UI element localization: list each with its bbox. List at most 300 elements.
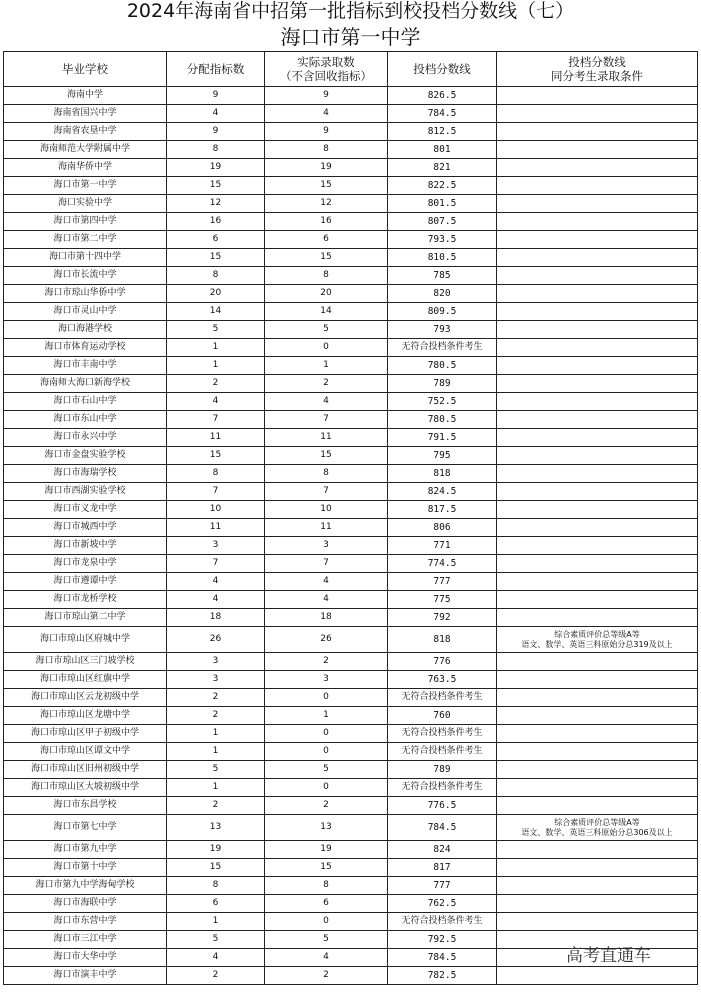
cell-admitted: 0 [265,743,388,761]
cell-score: 817.5 [388,501,497,519]
condition-line: 综合素质评价总等级A等 [554,629,640,639]
cell-condition [497,213,698,231]
cell-condition [497,267,698,285]
cell-quota: 8 [167,141,265,159]
table-row [4,627,698,653]
cell-quota: 15 [167,249,265,267]
table-header-row [4,52,698,87]
cell-quota: 4 [167,105,265,123]
table-row [4,123,698,141]
cell-condition [497,815,698,841]
cell-school: 海口市灵山中学 [4,303,167,321]
table-row [4,519,698,537]
cell-admitted: 1 [265,357,388,375]
table-row [4,895,698,913]
cell-quota: 5 [167,931,265,949]
cell-quota: 20 [167,285,265,303]
cell-quota: 4 [167,573,265,591]
cell-quota: 1 [167,339,265,357]
cell-quota: 3 [167,671,265,689]
cell-score: 821 [388,159,497,177]
cell-admitted: 1 [265,707,388,725]
cell-quota: 2 [167,797,265,815]
cell-admitted: 8 [265,267,388,285]
cell-admitted: 9 [265,87,388,105]
condition-line: 语文、数学、英语三科原始分总319及以上 [521,639,673,649]
cell-admitted: 0 [265,689,388,707]
cell-condition [497,689,698,707]
table-row [4,537,698,555]
cell-quota: 19 [167,841,265,859]
cell-condition [497,249,698,267]
cell-score: 791.5 [388,429,497,447]
table-row [4,465,698,483]
cell-admitted: 11 [265,519,388,537]
cell-score: 818 [388,627,497,653]
cell-score: 826.5 [388,87,497,105]
cell-score: 763.5 [388,671,497,689]
cell-school: 海南省农垦中学 [4,123,167,141]
cell-admitted: 6 [265,895,388,913]
table-row [4,285,698,303]
cell-school: 海口市丰南中学 [4,357,167,375]
cell-school: 海口市琼山区三门坡学校 [4,653,167,671]
cell-school: 海口市琼山区谭文中学 [4,743,167,761]
header-school: 毕业学校 [4,52,167,87]
table-row [4,743,698,761]
cell-admitted: 14 [265,303,388,321]
cell-admitted: 20 [265,285,388,303]
cell-condition [497,841,698,859]
cell-score: 806 [388,519,497,537]
page-subtitle: 海口市第一中学 [280,25,421,49]
page-title: 2024年海南省中招第一批指标到校投档分数线（七） [126,0,575,22]
cell-school: 海口市东营中学 [4,913,167,931]
cell-score: 无符合投档条件考生 [388,339,497,357]
cell-school: 海口市琼山华侨中学 [4,285,167,303]
cell-quota: 7 [167,411,265,429]
cell-quota: 5 [167,321,265,339]
cell-quota: 1 [167,913,265,931]
cell-quota: 9 [167,123,265,141]
cell-quota: 19 [167,159,265,177]
cell-quota: 4 [167,591,265,609]
cell-condition [497,231,698,249]
cell-score: 784.5 [388,949,497,967]
cell-school: 海口市新坡中学 [4,537,167,555]
table-row [4,609,698,627]
header-admitted-line1: 实际录取数 [297,55,355,69]
cell-condition [497,743,698,761]
table-row [4,501,698,519]
cell-admitted: 15 [265,859,388,877]
table-row [4,707,698,725]
cell-score: 771 [388,537,497,555]
cell-admitted: 7 [265,411,388,429]
cell-score: 818 [388,465,497,483]
cell-school: 海口市西湖实验学校 [4,483,167,501]
cell-admitted: 0 [265,779,388,797]
cell-quota: 1 [167,779,265,797]
cell-score: 无符合投档条件考生 [388,689,497,707]
cell-admitted: 8 [265,141,388,159]
cell-school: 海口市东山中学 [4,411,167,429]
cell-score: 785 [388,267,497,285]
cell-quota: 7 [167,483,265,501]
cell-quota: 2 [167,689,265,707]
cell-condition [497,411,698,429]
table-row [4,877,698,895]
cell-school: 海口市三江中学 [4,931,167,949]
cell-admitted: 15 [265,177,388,195]
cell-school: 海南师大海口新海学校 [4,375,167,393]
cell-quota: 4 [167,393,265,411]
cell-school: 海口市琼山区云龙初级中学 [4,689,167,707]
cell-score: 777 [388,877,497,895]
condition-line: 语文、数学、英语三科原始分总306及以上 [521,827,673,837]
table-row [4,141,698,159]
cell-quota: 11 [167,429,265,447]
table-row [4,797,698,815]
cell-score: 780.5 [388,411,497,429]
cell-quota: 11 [167,519,265,537]
cell-condition [497,447,698,465]
cell-quota: 8 [167,877,265,895]
cell-admitted: 26 [265,627,388,653]
table-row [4,393,698,411]
table-row [4,267,698,285]
cell-school: 海口市永兴中学 [4,429,167,447]
cell-school: 海口市第二中学 [4,231,167,249]
cell-admitted: 19 [265,159,388,177]
table-row [4,429,698,447]
cell-school: 海口市石山中学 [4,393,167,411]
cell-school: 海口市琼山第二中学 [4,609,167,627]
cell-admitted: 16 [265,213,388,231]
cell-condition [497,123,698,141]
cell-school: 海口市大华中学 [4,949,167,967]
cell-school: 海口市第四中学 [4,213,167,231]
cell-school: 海口市第七中学 [4,815,167,841]
cell-admitted: 15 [265,249,388,267]
cell-admitted: 2 [265,967,388,985]
cell-quota: 2 [167,375,265,393]
table-row [4,321,698,339]
cell-score: 792 [388,609,497,627]
cell-admitted: 15 [265,447,388,465]
cell-condition [497,357,698,375]
cell-quota: 8 [167,267,265,285]
cell-quota: 18 [167,609,265,627]
cell-condition [497,913,698,931]
cell-admitted: 2 [265,797,388,815]
cell-quota: 6 [167,231,265,249]
cell-condition [497,591,698,609]
cell-condition [497,303,698,321]
cell-school: 海口市第十四中学 [4,249,167,267]
cell-score: 789 [388,375,497,393]
cell-condition [497,627,698,653]
header-condition-line2: 同分考生录取条件 [551,69,643,83]
cell-quota: 10 [167,501,265,519]
cell-condition [497,537,698,555]
cell-score: 820 [388,285,497,303]
cell-score: 792.5 [388,931,497,949]
table-row [4,483,698,501]
cell-score: 782.5 [388,967,497,985]
table-row [4,231,698,249]
cell-condition [497,761,698,779]
cell-quota: 16 [167,213,265,231]
header-condition [497,52,698,87]
cell-quota: 4 [167,949,265,967]
cell-school: 海口市龙泉中学 [4,555,167,573]
cell-school: 海口市海联中学 [4,895,167,913]
cell-admitted: 0 [265,339,388,357]
cell-quota: 1 [167,743,265,761]
cell-quota: 7 [167,555,265,573]
table-row [4,303,698,321]
table-body [4,87,698,985]
cell-quota: 3 [167,653,265,671]
cell-condition [497,609,698,627]
table-row [4,105,698,123]
cell-score: 810.5 [388,249,497,267]
cell-school: 海口市城西中学 [4,519,167,537]
cell-quota: 15 [167,177,265,195]
cell-admitted: 5 [265,931,388,949]
cell-admitted: 7 [265,555,388,573]
cell-score: 776.5 [388,797,497,815]
cell-quota: 3 [167,537,265,555]
table-row [4,555,698,573]
cell-quota: 12 [167,195,265,213]
cell-quota: 8 [167,465,265,483]
cell-admitted: 9 [265,123,388,141]
cell-school: 海口市琼山区甲子初级中学 [4,725,167,743]
cell-condition [497,87,698,105]
cell-school: 海口市长流中学 [4,267,167,285]
cell-school: 海口市体育运动学校 [4,339,167,357]
cell-condition [497,555,698,573]
table-row [4,339,698,357]
cell-score: 809.5 [388,303,497,321]
table-row [4,159,698,177]
cell-school: 海口市义龙中学 [4,501,167,519]
cell-quota: 13 [167,815,265,841]
table-row [4,177,698,195]
cell-score: 780.5 [388,357,497,375]
cell-school: 海口实验中学 [4,195,167,213]
cell-condition [497,519,698,537]
cell-school: 海口市海瑞学校 [4,465,167,483]
header-admitted-line2: （不含回收指标） [280,69,372,83]
cell-school: 海口市琼山区旧州初级中学 [4,761,167,779]
score-table [3,51,698,985]
table-row [4,411,698,429]
watermark: 高考直通车 [566,946,651,966]
cell-quota: 2 [167,707,265,725]
table-row [4,447,698,465]
cell-admitted: 4 [265,949,388,967]
cell-admitted: 4 [265,591,388,609]
cell-school: 海口市东昌学校 [4,797,167,815]
cell-admitted: 6 [265,231,388,249]
cell-school: 海口市龙桥学校 [4,591,167,609]
cell-condition [497,429,698,447]
cell-score: 801.5 [388,195,497,213]
cell-condition [497,671,698,689]
header-quota: 分配指标数 [167,52,265,87]
cell-condition [497,877,698,895]
cell-score: 789 [388,761,497,779]
table-row [4,195,698,213]
cell-condition [497,375,698,393]
cell-quota: 14 [167,303,265,321]
cell-condition [497,779,698,797]
cell-admitted: 13 [265,815,388,841]
cell-score: 824.5 [388,483,497,501]
cell-school: 海口市第一中学 [4,177,167,195]
cell-admitted: 3 [265,537,388,555]
cell-admitted: 0 [265,725,388,743]
cell-quota: 1 [167,357,265,375]
cell-score: 784.5 [388,815,497,841]
cell-condition [497,465,698,483]
cell-condition [497,339,698,357]
cell-admitted: 2 [265,375,388,393]
cell-score: 无符合投档条件考生 [388,913,497,931]
cell-condition [497,159,698,177]
cell-admitted: 4 [265,105,388,123]
cell-score: 752.5 [388,393,497,411]
cell-condition [497,195,698,213]
cell-school: 海口市琼山区大坡初级中学 [4,779,167,797]
cell-admitted: 4 [265,393,388,411]
cell-score: 793.5 [388,231,497,249]
cell-score: 807.5 [388,213,497,231]
cell-condition [497,393,698,411]
cell-admitted: 8 [265,877,388,895]
cell-score: 760 [388,707,497,725]
table-row [4,841,698,859]
table-row [4,967,698,985]
cell-condition [497,285,698,303]
cell-score: 817 [388,859,497,877]
table-row [4,357,698,375]
table-row [4,859,698,877]
cell-admitted: 0 [265,913,388,931]
cell-school: 海南省国兴中学 [4,105,167,123]
cell-score: 812.5 [388,123,497,141]
table-row [4,213,698,231]
cell-quota: 5 [167,761,265,779]
cell-admitted: 2 [265,653,388,671]
cell-quota: 15 [167,447,265,465]
cell-score: 795 [388,447,497,465]
cell-score: 无符合投档条件考生 [388,779,497,797]
cell-condition [497,707,698,725]
table-row [4,87,698,105]
cell-score: 777 [388,573,497,591]
table-row [4,761,698,779]
cell-school: 海口海港学校 [4,321,167,339]
table-row [4,375,698,393]
table-row [4,591,698,609]
table-row [4,573,698,591]
table-row [4,725,698,743]
cell-school: 海口市金盘实验学校 [4,447,167,465]
cell-score: 776 [388,653,497,671]
cell-score: 774.5 [388,555,497,573]
cell-school: 海南师范大学附属中学 [4,141,167,159]
header-condition-line1: 投档分数线 [568,55,626,69]
cell-condition [497,177,698,195]
cell-score: 762.5 [388,895,497,913]
cell-condition [497,725,698,743]
cell-admitted: 18 [265,609,388,627]
cell-condition [497,105,698,123]
cell-quota: 1 [167,725,265,743]
cell-school: 海口市琼山区龙塘中学 [4,707,167,725]
cell-school: 海口市琼山区府城中学 [4,627,167,653]
cell-condition [497,967,698,985]
table-row [4,671,698,689]
cell-condition [497,859,698,877]
cell-admitted: 12 [265,195,388,213]
table-row [4,653,698,671]
table-row [4,815,698,841]
cell-admitted: 4 [265,573,388,591]
cell-admitted: 19 [265,841,388,859]
cell-score: 793 [388,321,497,339]
cell-condition [497,653,698,671]
cell-admitted: 7 [265,483,388,501]
cell-admitted: 10 [265,501,388,519]
cell-condition [497,797,698,815]
cell-condition [497,321,698,339]
cell-quota: 6 [167,895,265,913]
table-row [4,913,698,931]
cell-school: 海口市第九中学 [4,841,167,859]
cell-score: 775 [388,591,497,609]
cell-score: 822.5 [388,177,497,195]
cell-school: 海口市琼山区红旗中学 [4,671,167,689]
cell-quota: 26 [167,627,265,653]
cell-quota: 2 [167,967,265,985]
cell-school: 海口市第九中学海甸学校 [4,877,167,895]
header-admitted [265,52,388,87]
cell-score: 784.5 [388,105,497,123]
cell-condition [497,573,698,591]
cell-condition [497,141,698,159]
cell-admitted: 5 [265,761,388,779]
table-row [4,779,698,797]
cell-quota: 15 [167,859,265,877]
condition-line: 综合素质评价总等级A等 [554,817,640,827]
cell-admitted: 11 [265,429,388,447]
cell-school: 海口市遵谭中学 [4,573,167,591]
cell-school: 海南中学 [4,87,167,105]
cell-admitted: 8 [265,465,388,483]
header-score: 投档分数线 [388,52,497,87]
cell-school: 海南华侨中学 [4,159,167,177]
cell-admitted: 3 [265,671,388,689]
cell-condition [497,895,698,913]
table-row [4,689,698,707]
cell-school: 海口市第十中学 [4,859,167,877]
cell-score: 无符合投档条件考生 [388,743,497,761]
